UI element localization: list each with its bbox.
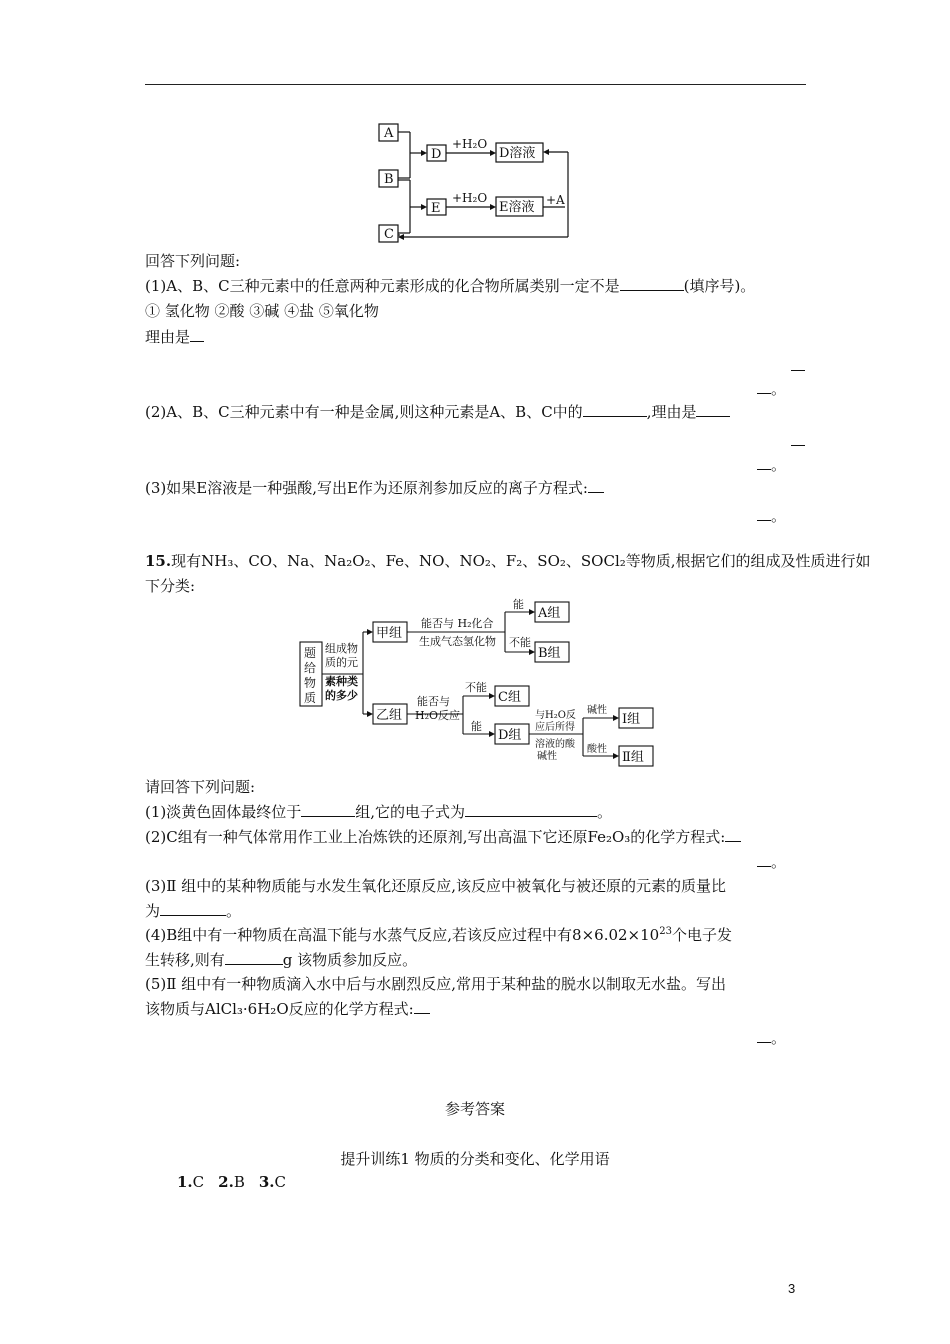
q15-part1-b: 组,它的电子式为 bbox=[355, 803, 466, 821]
label-e: E bbox=[431, 201, 441, 216]
q14-reason-cont bbox=[791, 356, 805, 376]
q15-part2-blank-end[interactable] bbox=[757, 852, 771, 867]
q15-part3-a: 为 bbox=[145, 902, 161, 920]
q14-part2-period: 。 bbox=[771, 456, 787, 474]
q14-part2-cont bbox=[791, 431, 805, 451]
element-flow-diagram bbox=[370, 118, 580, 246]
label-jia: 甲组 bbox=[376, 626, 403, 641]
root-char-1: 题 bbox=[304, 646, 317, 660]
answer-3: C bbox=[274, 1173, 287, 1191]
q14-part2-blank-cont[interactable] bbox=[791, 431, 805, 446]
q14-part3-period: 。 bbox=[771, 507, 787, 525]
q14-options: ① 氢化物 ②酸 ③碱 ④盐 ⑤氧化物 bbox=[145, 302, 379, 320]
h2-criterion-2: 生成气态氢化物 bbox=[419, 635, 496, 648]
basis-line-3: 素种类 bbox=[325, 675, 358, 688]
label-e-solution: E溶液 bbox=[499, 200, 535, 215]
acid-criterion-3: 溶液的酸 bbox=[535, 739, 575, 750]
answer-1-num: 1. bbox=[177, 1173, 193, 1191]
label-group-d: D组 bbox=[498, 728, 522, 743]
q15-stem-line1 bbox=[145, 551, 871, 571]
answer-3-num: 3. bbox=[258, 1173, 275, 1191]
page-number: 3 bbox=[788, 1281, 796, 1296]
label-can-2: 能 bbox=[471, 720, 482, 733]
q15-stem-text: 现有NH₃、CO、Na、Na₂O₂、Fe、NO、NO₂、F₂、SO₂、SOCl₂等物质,根据它们的组成及性质进行如 bbox=[171, 552, 871, 570]
q14-part3-blank-end[interactable] bbox=[757, 506, 771, 521]
q14-intro: 回答下列问题: bbox=[145, 252, 241, 270]
q14-reason-label: 理由是 bbox=[145, 328, 191, 346]
q14-part2-blank-end[interactable] bbox=[757, 455, 771, 470]
root-char-4: 质 bbox=[304, 691, 317, 705]
label-water-1: +H₂O bbox=[452, 137, 488, 151]
label-cannot-2: 不能 bbox=[465, 681, 487, 694]
q14-part2-stem: (2)A、B、C三种元素中有一种是金属,则这种元素是A、B、C中的 bbox=[145, 403, 583, 421]
q14-part3-blank[interactable] bbox=[588, 478, 604, 493]
q14-part3-stem: (3)如果E溶液是一种强酸,写出E作为还原剂参加反应的离子方程式: bbox=[145, 479, 588, 497]
root-char-3: 物 bbox=[304, 676, 317, 690]
q14-part2-reason: ,理由是 bbox=[646, 403, 697, 421]
label-cannot: 不能 bbox=[509, 636, 531, 649]
acid-criterion-2: 应后所得 bbox=[535, 722, 575, 733]
q14-part2 bbox=[145, 402, 730, 422]
q14-reason-period: 。 bbox=[771, 380, 787, 398]
q14-part2-end bbox=[757, 455, 786, 475]
answers-heading: 参考答案 bbox=[444, 1100, 505, 1118]
q15-part3-blank[interactable] bbox=[160, 901, 226, 916]
classification-diagram bbox=[297, 598, 657, 770]
basis-line-2: 质的元 bbox=[325, 656, 358, 669]
q14-reason-blank-cont[interactable] bbox=[791, 356, 805, 371]
q15-part4-line2 bbox=[145, 950, 417, 970]
q15-number: 15. bbox=[145, 552, 172, 570]
root-char-2: 给 bbox=[304, 661, 317, 675]
q15-part3-line2 bbox=[145, 901, 241, 921]
q15-part2-period: 。 bbox=[771, 853, 787, 871]
q15-part3-line1: (3)Ⅱ 组中的某种物质能与水发生氧化还原反应,该反应中被氧化与被还原的元素的质量比 bbox=[145, 877, 726, 895]
label-group-2: Ⅱ组 bbox=[622, 750, 644, 765]
q15-part1-blank2[interactable] bbox=[465, 802, 597, 817]
q15-part2-end bbox=[757, 852, 786, 872]
basis-line-4: 的多少 bbox=[325, 689, 358, 702]
q15-stem-line2: 下分类: bbox=[145, 577, 196, 595]
basis-line-1: 组成物 bbox=[325, 642, 358, 655]
q15-part4-b: 个电子发 bbox=[671, 926, 732, 944]
q15-part4-sup: 23 bbox=[659, 926, 672, 937]
q15-part2-text: (2)C组有一种气体常用作工业上冶炼铁的还原剂,写出高温下它还原Fe₂O₃的化学方程式: bbox=[145, 828, 726, 846]
q15-part4-a: (4)B组中有一种物质在高温下能与水蒸气反应,若该反应过程中有8×6.02×10 bbox=[145, 926, 660, 944]
q15-part5-text: 该物质与AlCl₃·6H₂O反应的化学方程式: bbox=[145, 1000, 414, 1018]
q15-part5-end bbox=[757, 1028, 786, 1048]
h2-criterion-1: 能否与 H₂化合 bbox=[421, 617, 494, 630]
q14-part2-reason-blank[interactable] bbox=[696, 402, 730, 417]
q14-reason-blank-end[interactable] bbox=[757, 379, 771, 394]
label-group-1: Ⅰ组 bbox=[622, 712, 641, 727]
header-rule bbox=[145, 84, 806, 85]
label-acidic: 酸性 bbox=[587, 744, 607, 755]
label-b: B bbox=[384, 172, 394, 187]
q15-part4-d: g 该物质参加反应。 bbox=[282, 951, 418, 969]
q15-part5-blank-end[interactable] bbox=[757, 1028, 771, 1043]
answers-subheading: 提升训练1 物质的分类和变化、化学用语 bbox=[340, 1150, 610, 1168]
q15-part4-c: 生转移,则有 bbox=[145, 951, 225, 969]
q15-part1 bbox=[145, 802, 612, 822]
q15-part5-line2 bbox=[145, 999, 430, 1019]
answer-2: B bbox=[233, 1173, 245, 1191]
q14-part1-blank[interactable] bbox=[620, 276, 684, 291]
q15-part5-period: 。 bbox=[771, 1029, 787, 1047]
label-a: A bbox=[384, 126, 394, 141]
label-plus-a: +A bbox=[546, 193, 565, 207]
label-group-c: C组 bbox=[498, 690, 521, 705]
q15-part4-blank[interactable] bbox=[225, 950, 283, 965]
q15-part4-line1 bbox=[145, 925, 732, 945]
label-alkaline: 碱性 bbox=[587, 705, 607, 716]
answer-1: C bbox=[192, 1173, 205, 1191]
water-criterion-1: 能否与 bbox=[417, 695, 450, 708]
label-water-2: +H₂O bbox=[452, 191, 488, 205]
label-group-a: A组 bbox=[538, 606, 561, 621]
q14-part3 bbox=[145, 478, 604, 498]
answer-2-num: 2. bbox=[218, 1173, 234, 1191]
label-d-solution: D溶液 bbox=[499, 146, 536, 161]
acid-criterion-1: 与H₂O反 bbox=[535, 710, 576, 721]
q14-part1 bbox=[145, 276, 755, 296]
water-criterion-2: H₂O反应 bbox=[415, 709, 461, 722]
q15-part1-c: 。 bbox=[597, 803, 613, 821]
q15-part1-blank1[interactable] bbox=[301, 802, 355, 817]
q14-part1-hint: (填序号)。 bbox=[683, 277, 756, 295]
q14-reason bbox=[145, 327, 204, 347]
q14-reason-blank[interactable] bbox=[190, 327, 204, 342]
q15-part5-blank[interactable] bbox=[414, 999, 430, 1014]
q14-part1-stem: (1)A、B、C三种元素中的任意两种元素形成的化合物所属类别一定不是 bbox=[145, 277, 620, 295]
label-can: 能 bbox=[513, 598, 524, 611]
q14-part2-blank[interactable] bbox=[583, 402, 647, 417]
answers-list bbox=[177, 1172, 286, 1192]
q15-part1-a: (1)淡黄色固体最终位于 bbox=[145, 803, 302, 821]
q15-intro: 请回答下列问题: bbox=[145, 778, 256, 796]
label-d: D bbox=[431, 147, 442, 162]
q14-reason-end bbox=[757, 379, 786, 399]
q15-part3-b: 。 bbox=[226, 902, 242, 920]
label-group-b: B组 bbox=[538, 646, 561, 661]
q15-part5-line1: (5)Ⅱ 组中有一种物质滴入水中后与水剧烈反应,常用于某种盐的脱水以制取无水盐。写出 bbox=[145, 975, 726, 993]
q15-part2-blank[interactable] bbox=[725, 827, 741, 842]
label-yi: 乙组 bbox=[376, 708, 403, 723]
label-c: C bbox=[384, 227, 394, 242]
acid-criterion-4: 碱性 bbox=[537, 751, 557, 762]
q15-part2 bbox=[145, 827, 741, 847]
q14-part3-end bbox=[757, 506, 786, 526]
